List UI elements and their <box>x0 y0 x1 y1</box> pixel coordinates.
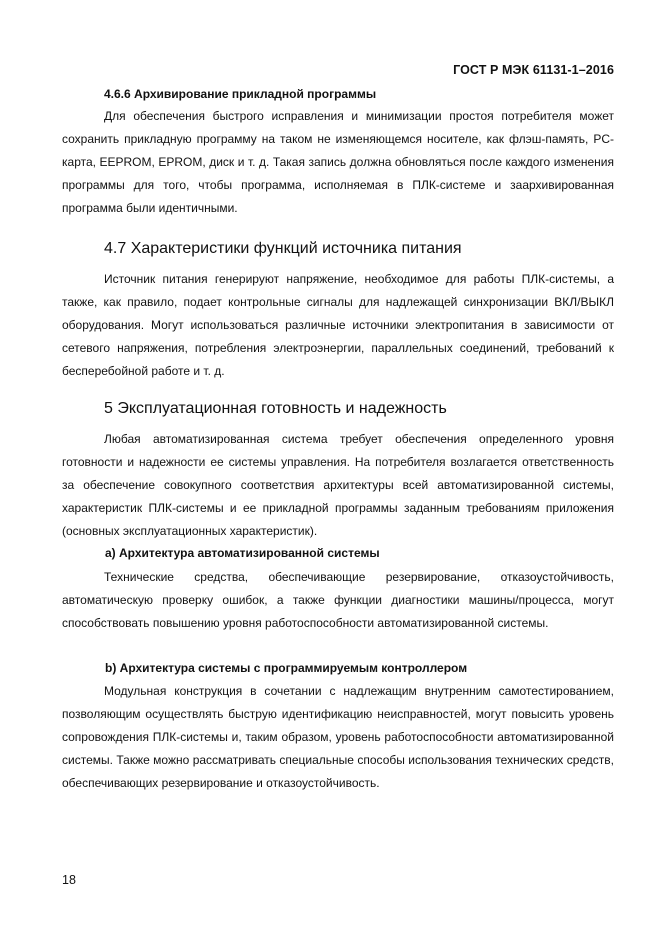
paragraph-power-supply: Источник питания генерируют напряжение, необходимое для работы ПЛК-системы, а также, как правило, подает контрольные сигналы для надлежащей синхронизации ВКЛ/ВЫКЛ оборудования. Могут использоваться различные источники электропитания в зависимости от сетевого напряжения, потребления электроэнергии, параллельных соединений, требований к бесперебойной работе и т. д. <box>62 272 614 378</box>
paragraph-item-a: Технические средства, обеспечивающие резервирование, отказоустойчивость, автоматическую проверку ошибок, а также функции диагностики машины/процесса, могут способствовать повышению уровня работоспособности автоматизированной системы. <box>62 570 614 630</box>
paragraph-availability: Любая автоматизированная система требует обеспечения определенного уровня готовности и надежности ее системы управления. На потребителя возлагается ответственность за обеспечение совокупного соответствия архитектуры всей автоматизированной системы, характеристик ПЛК-системы и ее прикладной программы заданным требованиям приложения (основных эксплуатационных характеристик). <box>62 432 614 538</box>
subheading-item-b: b) Архитектура системы с программируемым контроллером <box>105 661 468 675</box>
page-number: 18 <box>62 873 76 887</box>
section-heading-4-6-6: 4.6.6 Архивирование прикладной программы <box>104 87 377 101</box>
paragraph-item-b: Модульная конструкция в сочетании с надлежащим внутренним самотестированием, позволяющим осуществлять быструю идентификацию неисправностей, могут повысить уровень сопровождения ПЛК-системы и, таким образом, уровень работоспособности автоматизированной системы. Также можно рассматривать специальные способы использования технических средств, обеспечивающих резервирование и отказоустойчивость. <box>62 684 614 790</box>
section-heading-5: 5 Эксплуатационная готовность и надежность <box>104 400 447 417</box>
subheading-item-a: а) Архитектура автоматизированной системы <box>105 546 380 560</box>
section-heading-4-7: 4.7 Характеристики функций источника питания <box>104 240 462 257</box>
standard-designation: ГОСТ Р МЭК 61131-1–2016 <box>453 63 614 77</box>
paragraph-archiving: Для обеспечения быстрого исправления и минимизации простоя потребителя может сохранить прикладную программу на таком не изменяющемся носителе, как флэш-память, PC-карта, EEPROM, EPROM, диск и т. д. Такая запись должна обновляться после каждого изменения программы для того, чтобы программа, исполняемая в ПЛК-системе и заархивированная программа были идентичными. <box>62 109 614 215</box>
